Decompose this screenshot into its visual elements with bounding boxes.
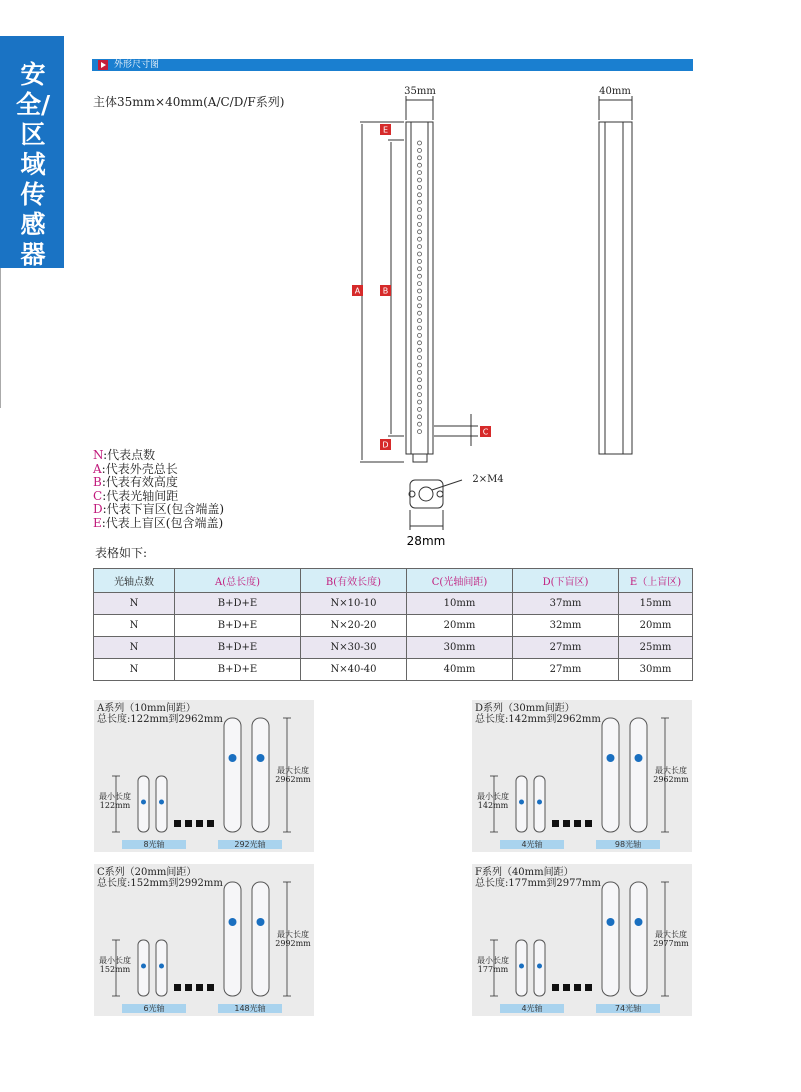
emitter-dot	[418, 252, 422, 256]
max-sensor	[224, 718, 241, 832]
emitter-dot	[418, 215, 422, 219]
min-axis-label: 8光轴	[143, 840, 165, 849]
min-length: 最小长度 122mm	[99, 792, 131, 810]
marker-c: C	[482, 427, 489, 437]
series-title: D系列（30mm间距）	[475, 703, 575, 714]
max-length: 最大长度 2962mm	[275, 766, 311, 784]
logo-mark	[159, 964, 164, 969]
emitter-dot	[418, 311, 422, 315]
emitter-dot	[418, 200, 422, 204]
emitter-dot	[418, 422, 422, 426]
section-title: 外形尺寸图	[114, 60, 160, 70]
emitter-dot	[418, 185, 422, 189]
emitter-dot	[418, 370, 422, 374]
series-total: 总长度:142mm到2962mm	[475, 714, 601, 725]
series-panel	[94, 700, 314, 852]
emitter-dot	[418, 282, 422, 286]
emitter-dot	[418, 415, 422, 419]
emitter-dot	[418, 393, 422, 397]
logo-mark	[257, 918, 265, 926]
emitter-dot	[418, 163, 422, 167]
marker-b: B	[382, 286, 389, 296]
emitter-dot	[418, 274, 422, 278]
emitter-dot	[418, 178, 422, 182]
emitter-dot	[418, 171, 422, 175]
emitter-dot	[418, 407, 422, 411]
ellipsis-dot	[563, 820, 570, 827]
emitter-dot	[418, 378, 422, 382]
dim-side-width: 40mm	[599, 86, 631, 97]
emitter-dot	[418, 141, 422, 145]
logo-mark	[141, 800, 146, 805]
dim-front-width: 35mm	[404, 86, 436, 97]
series-total: 总长度:177mm到2977mm	[475, 878, 601, 889]
legend-item: N:代表点数	[93, 448, 156, 462]
legend-item: A:代表外壳总长	[93, 461, 178, 476]
ellipsis-dot	[174, 820, 181, 827]
series-panel	[472, 864, 692, 1016]
spec-table	[93, 568, 693, 681]
left-edge-line	[0, 268, 1, 408]
max-sensor	[630, 718, 647, 832]
emitter-dot	[418, 385, 422, 389]
ellipsis-dot	[563, 984, 570, 991]
emitter-dot	[418, 259, 422, 263]
max-sensor	[630, 882, 647, 996]
ellipsis-dot	[574, 984, 581, 991]
max-sensor	[252, 882, 269, 996]
logo-mark	[257, 754, 265, 762]
ellipsis-dot	[196, 984, 203, 991]
emitter-dot	[418, 333, 422, 337]
logo-mark	[635, 754, 643, 762]
max-axis-label: 292光轴	[234, 840, 266, 849]
emitter-dot	[418, 348, 422, 352]
ellipsis-dot	[585, 984, 592, 991]
emitter-dot	[418, 400, 422, 404]
dimension-drawing	[340, 80, 670, 560]
emitter-dot	[418, 289, 422, 293]
marker-e: E	[382, 125, 389, 135]
emitter-dot	[418, 356, 422, 360]
emitter-dot	[418, 156, 422, 160]
dim-screw: 2×M4	[472, 474, 504, 485]
series-title: F系列（40mm间距）	[475, 867, 574, 878]
min-length: 最小长度 142mm	[477, 792, 509, 810]
table-row: N B+D+E N×10-10 10mm 37mm 15mm	[94, 593, 693, 615]
logo-mark	[519, 800, 524, 805]
max-axis-label: 148光轴	[234, 1004, 266, 1013]
logo-mark	[159, 800, 164, 805]
ellipsis-dot	[196, 820, 203, 827]
min-axis-label: 6光轴	[143, 1004, 165, 1013]
series-total: 总长度:122mm到2962mm	[97, 714, 223, 725]
emitter-dot	[418, 230, 422, 234]
table-intro: 表格如下:	[95, 546, 148, 560]
ellipsis-dot	[207, 820, 214, 827]
max-axis-label: 74光轴	[614, 1004, 642, 1013]
section-header	[92, 59, 693, 71]
min-length: 最小长度 177mm	[477, 956, 509, 974]
ellipsis-dot	[585, 820, 592, 827]
ellipsis-dot	[185, 820, 192, 827]
logo-mark	[537, 800, 542, 805]
ellipsis-dot	[174, 984, 181, 991]
table-header-row: 光轴点数 A(总长度) B(有效长度) C(光轴间距) D(下盲区) E（上盲区)	[94, 569, 693, 593]
ellipsis-dot	[207, 984, 214, 991]
emitter-dot	[418, 267, 422, 271]
logo-mark	[229, 754, 237, 762]
series-total: 总长度:152mm到2992mm	[97, 878, 223, 889]
emitter-dot	[418, 245, 422, 249]
logo-mark	[607, 918, 615, 926]
min-axis-label: 4光轴	[521, 840, 543, 849]
ellipsis-dot	[185, 984, 192, 991]
ellipsis-dot	[574, 820, 581, 827]
min-axis-label: 4光轴	[521, 1004, 543, 1013]
sidebar-tab	[0, 36, 64, 268]
table-row: N B+D+E N×40-40 40mm 27mm 30mm	[94, 659, 693, 681]
min-length: 最小长度 152mm	[99, 956, 131, 974]
marker-a: A	[354, 286, 361, 296]
emitter-dot	[418, 304, 422, 308]
emitter-dot	[418, 222, 422, 226]
legend-item: D:代表下盲区(包含端盖)	[93, 502, 225, 516]
emitter-dot	[418, 208, 422, 212]
emitter-dot	[418, 430, 422, 434]
sidebar-title: 安全/区域传感器	[16, 60, 51, 269]
emitter-dot	[418, 193, 422, 197]
table-row: N B+D+E N×20-20 20mm 32mm 20mm	[94, 615, 693, 637]
emitter-dot	[418, 296, 422, 300]
logo-mark	[607, 754, 615, 762]
max-sensor	[224, 882, 241, 996]
max-sensor	[602, 882, 619, 996]
legend-item: C:代表光轴间距	[93, 488, 179, 503]
emitter-dot	[418, 237, 422, 241]
ellipsis-dot	[552, 984, 559, 991]
series-panel	[472, 700, 692, 852]
play-icon	[98, 60, 108, 70]
max-sensor	[252, 718, 269, 832]
max-length: 最大长度 2992mm	[275, 930, 311, 948]
max-axis-label: 98光轴	[614, 840, 642, 849]
logo-mark	[519, 964, 524, 969]
legend-item: B:代表有效高度	[93, 475, 178, 489]
ellipsis-dot	[552, 820, 559, 827]
logo-mark	[537, 964, 542, 969]
logo-mark	[229, 918, 237, 926]
series-panel	[94, 864, 314, 1016]
logo-mark	[635, 918, 643, 926]
legend	[93, 449, 224, 530]
series-title: A系列（10mm间距）	[97, 703, 196, 714]
emitter-dot	[418, 148, 422, 152]
emitter-dot	[418, 341, 422, 345]
legend-item: E:代表上盲区(包含端盖)	[93, 515, 224, 530]
dim-bottom-width: 28mm	[406, 534, 446, 548]
table-row: N B+D+E N×30-30 30mm 27mm 25mm	[94, 637, 693, 659]
max-sensor	[602, 718, 619, 832]
series-title: C系列（20mm间距）	[97, 867, 197, 878]
logo-mark	[141, 964, 146, 969]
max-length: 最大长度 2977mm	[653, 930, 689, 948]
emitter-dot	[418, 363, 422, 367]
max-length: 最大长度 2962mm	[653, 766, 689, 784]
emitter-dot	[418, 326, 422, 330]
marker-d: D	[382, 440, 389, 450]
emitter-dot	[418, 319, 422, 323]
body-title: 主体35mm×40mm(A/C/D/F系列)	[93, 95, 285, 109]
